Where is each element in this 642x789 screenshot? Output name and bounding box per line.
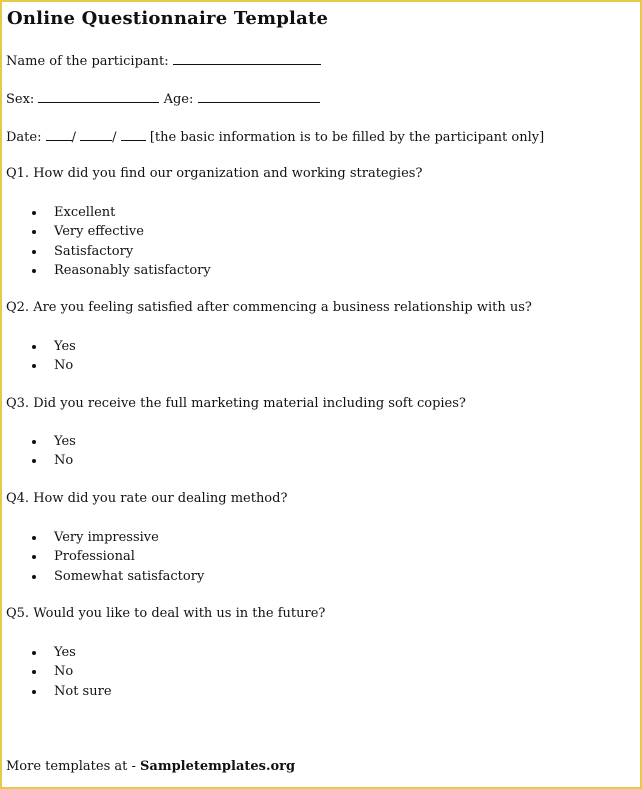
- footer: [6, 759, 295, 774]
- list-item: No: [2, 451, 76, 470]
- participant-name-row: [6, 52, 321, 69]
- date-note: [the basic information is to be filled by the participant only]: [149, 130, 545, 145]
- participant-name-label: Name of the participant:: [6, 54, 169, 69]
- bullet-icon: [32, 459, 36, 463]
- sex-age-row: [6, 90, 320, 107]
- question-2: Q2. Are you feeling satisfied after commencing a business relationship with us?: [6, 300, 532, 315]
- question-1: Q1. How did you find our organization and working strategies?: [6, 166, 423, 181]
- date-row: [6, 128, 544, 145]
- date-month-blank: [80, 128, 112, 141]
- question-4: Q4. How did you rate our dealing method?: [6, 491, 288, 506]
- date-day-blank: [46, 128, 72, 141]
- list-item: Not sure: [2, 682, 112, 701]
- question-5: Q5. Would you like to deal with us in the future?: [6, 606, 326, 621]
- list-item: No: [2, 662, 112, 681]
- list-item: Yes: [2, 337, 76, 356]
- list-item: Very effective: [2, 222, 211, 241]
- list-item: Excellent: [2, 203, 211, 222]
- bullet-icon: [32, 670, 36, 674]
- bullet-icon: [32, 575, 36, 579]
- sex-label: Sex:: [6, 92, 35, 107]
- bullet-icon: [32, 250, 36, 254]
- bullet-icon: [32, 536, 36, 540]
- sex-blank: [38, 90, 159, 103]
- bullet-icon: [32, 211, 36, 215]
- bullet-icon: [32, 230, 36, 234]
- list-item: Yes: [2, 643, 112, 662]
- question-5-options: [2, 643, 112, 701]
- question-3-options: [2, 432, 76, 471]
- page-title: Online Questionnaire Template: [7, 8, 329, 29]
- bullet-icon: [32, 690, 36, 694]
- list-item: No: [2, 356, 76, 375]
- bullet-icon: [32, 345, 36, 349]
- age-blank: [198, 90, 320, 103]
- date-separator-1: /: [71, 130, 77, 145]
- bullet-icon: [32, 364, 36, 368]
- question-1-options: [2, 203, 211, 280]
- participant-name-blank: [173, 52, 321, 65]
- bullet-icon: [32, 269, 36, 273]
- list-item: Somewhat satisfactory: [2, 567, 204, 586]
- date-separator-2: /: [112, 130, 117, 145]
- date-label: Date:: [6, 130, 42, 145]
- list-item: Satisfactory: [2, 242, 211, 261]
- date-year-blank: [121, 128, 146, 141]
- question-3: Q3. Did you receive the full marketing material including soft copies?: [6, 396, 466, 411]
- footer-prefix: More templates at -: [6, 759, 136, 774]
- age-label: Age:: [163, 92, 194, 107]
- list-item: Yes: [2, 432, 76, 451]
- list-item: Very impressive: [2, 528, 204, 547]
- footer-site-link[interactable]: Sampletemplates.org: [140, 759, 296, 774]
- list-item: Professional: [2, 547, 204, 566]
- question-4-options: [2, 528, 204, 586]
- bullet-icon: [32, 440, 36, 444]
- list-item: Reasonably satisfactory: [2, 261, 211, 280]
- bullet-icon: [32, 555, 36, 559]
- bullet-icon: [32, 651, 36, 655]
- question-2-options: [2, 337, 76, 376]
